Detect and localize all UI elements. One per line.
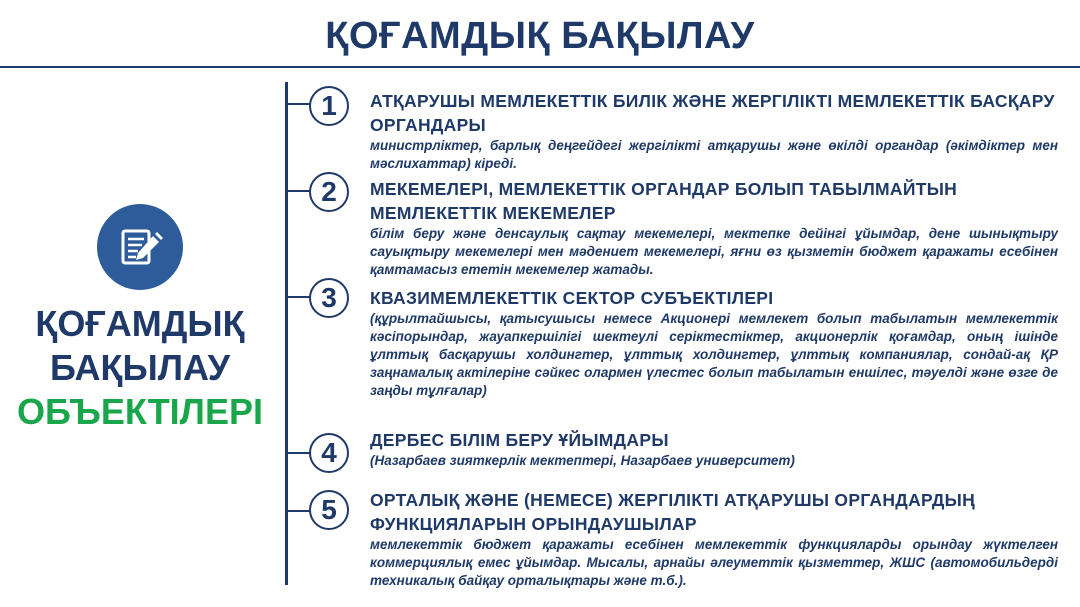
list-item <box>370 488 1058 590</box>
timeline-connector <box>287 190 311 192</box>
list-item <box>370 286 1058 400</box>
item-heading: АТҚАРУШЫ МЕМЛЕКЕТТІК БИЛІК ЖӘНЕ ЖЕРГІЛІКТІ МЕМЛЕКЕТТІК БАСҚАРУ ОРГАНДАРЫ <box>370 91 1055 135</box>
item-heading: ДЕРБЕС БІЛІМ БЕРУ ҰЙЫМДАРЫ <box>370 430 669 450</box>
timeline-connector <box>287 510 311 512</box>
list-item <box>370 89 1058 173</box>
item-number-badge: 2 <box>309 172 349 212</box>
item-heading: КВАЗИМЕМЛЕКЕТТІК СЕКТОР СУБЪЕКТІЛЕРІ <box>370 288 774 308</box>
document-pencil-icon <box>97 204 183 290</box>
item-description: мемлекеттік бюджет қаражаты есебінен мемлекеттік функцияларды орындау жүктелген коммерциялық емес ұйымдар. Мысалы, арнайы әлеуметтік қызметтер, ЖШС (автомобильдерді техникалық байқау орталықтары және т.б.). <box>370 537 1058 588</box>
objects-title-line-2: БАҚЫЛАУ <box>50 347 230 388</box>
timeline-connector <box>287 296 311 298</box>
list-item <box>370 428 1058 470</box>
timeline-connector <box>287 103 311 105</box>
item-heading: МЕКЕМЕЛЕРІ, МЕМЛЕКЕТТІК ОРГАНДАР БОЛЫП ТАБЫЛМАЙТЫН МЕМЛЕКЕТТІК МЕКЕМЕЛЕР <box>370 179 958 223</box>
item-number-badge: 4 <box>309 433 349 473</box>
item-description: (Назарбаев зияткерлік мектептері, Назарбаев университет) <box>370 453 795 468</box>
item-description: (құрылтайшысы, қатысушысы немесе Акционері мемлекет болып табылатын мемлекеттік кәсіпорындар, жауапкершілігі шектеулі серіктестіктер, акционерлік қоғамдар, оның ішінде ұлттық басқарушы холдингтер, ұлттық холдингтер, ұлттық компаниялар, сондай-ақ ҚР заңнамалық актілеріне сәйкес олармен үлестес болып табылатын еншілес, тәуелді және өзге де заңды тұлғалар) <box>370 311 1058 398</box>
item-number-badge: 5 <box>309 490 349 530</box>
title-divider <box>0 66 1080 68</box>
document-pencil-icon-glyph <box>115 222 165 272</box>
item-description: білім беру және денсаулық сақтау мекемелері, мектепке дейінгі ұйымдар, дене шынықтыру сауықтыру мекемелері мен мәдениет мекемелері, яғни өз қызметін бюджет қаражаты есебінен қамтамасыз ететін мекемелер жатады. <box>370 226 1058 277</box>
item-number-badge: 3 <box>309 278 349 318</box>
item-heading: ОРТАЛЫҚ ЖӘНЕ (НЕМЕСЕ) ЖЕРГІЛІКТІ АТҚАРУШЫ ОРГАНДАРДЫҢ ФУНКЦИЯЛАРЫН ОРЫНДАУШЫЛАР <box>370 490 976 534</box>
item-number-badge: 1 <box>309 86 349 126</box>
objects-title-line-3: ОБЪЕКТІЛЕРІ <box>17 391 263 432</box>
objects-title <box>0 302 280 434</box>
objects-title-line-1: ҚОҒАМДЫҚ <box>35 303 245 344</box>
timeline-connector <box>287 452 311 454</box>
list-item <box>370 177 1058 279</box>
page-title: ҚОҒАМДЫҚ БАҚЫЛАУ <box>325 15 755 57</box>
item-description: министрліктер, барлық деңгейдегі жергілікті атқарушы және өкілді органдар (әкімдіктер мен мәслихаттар) кіреді. <box>370 138 1058 171</box>
